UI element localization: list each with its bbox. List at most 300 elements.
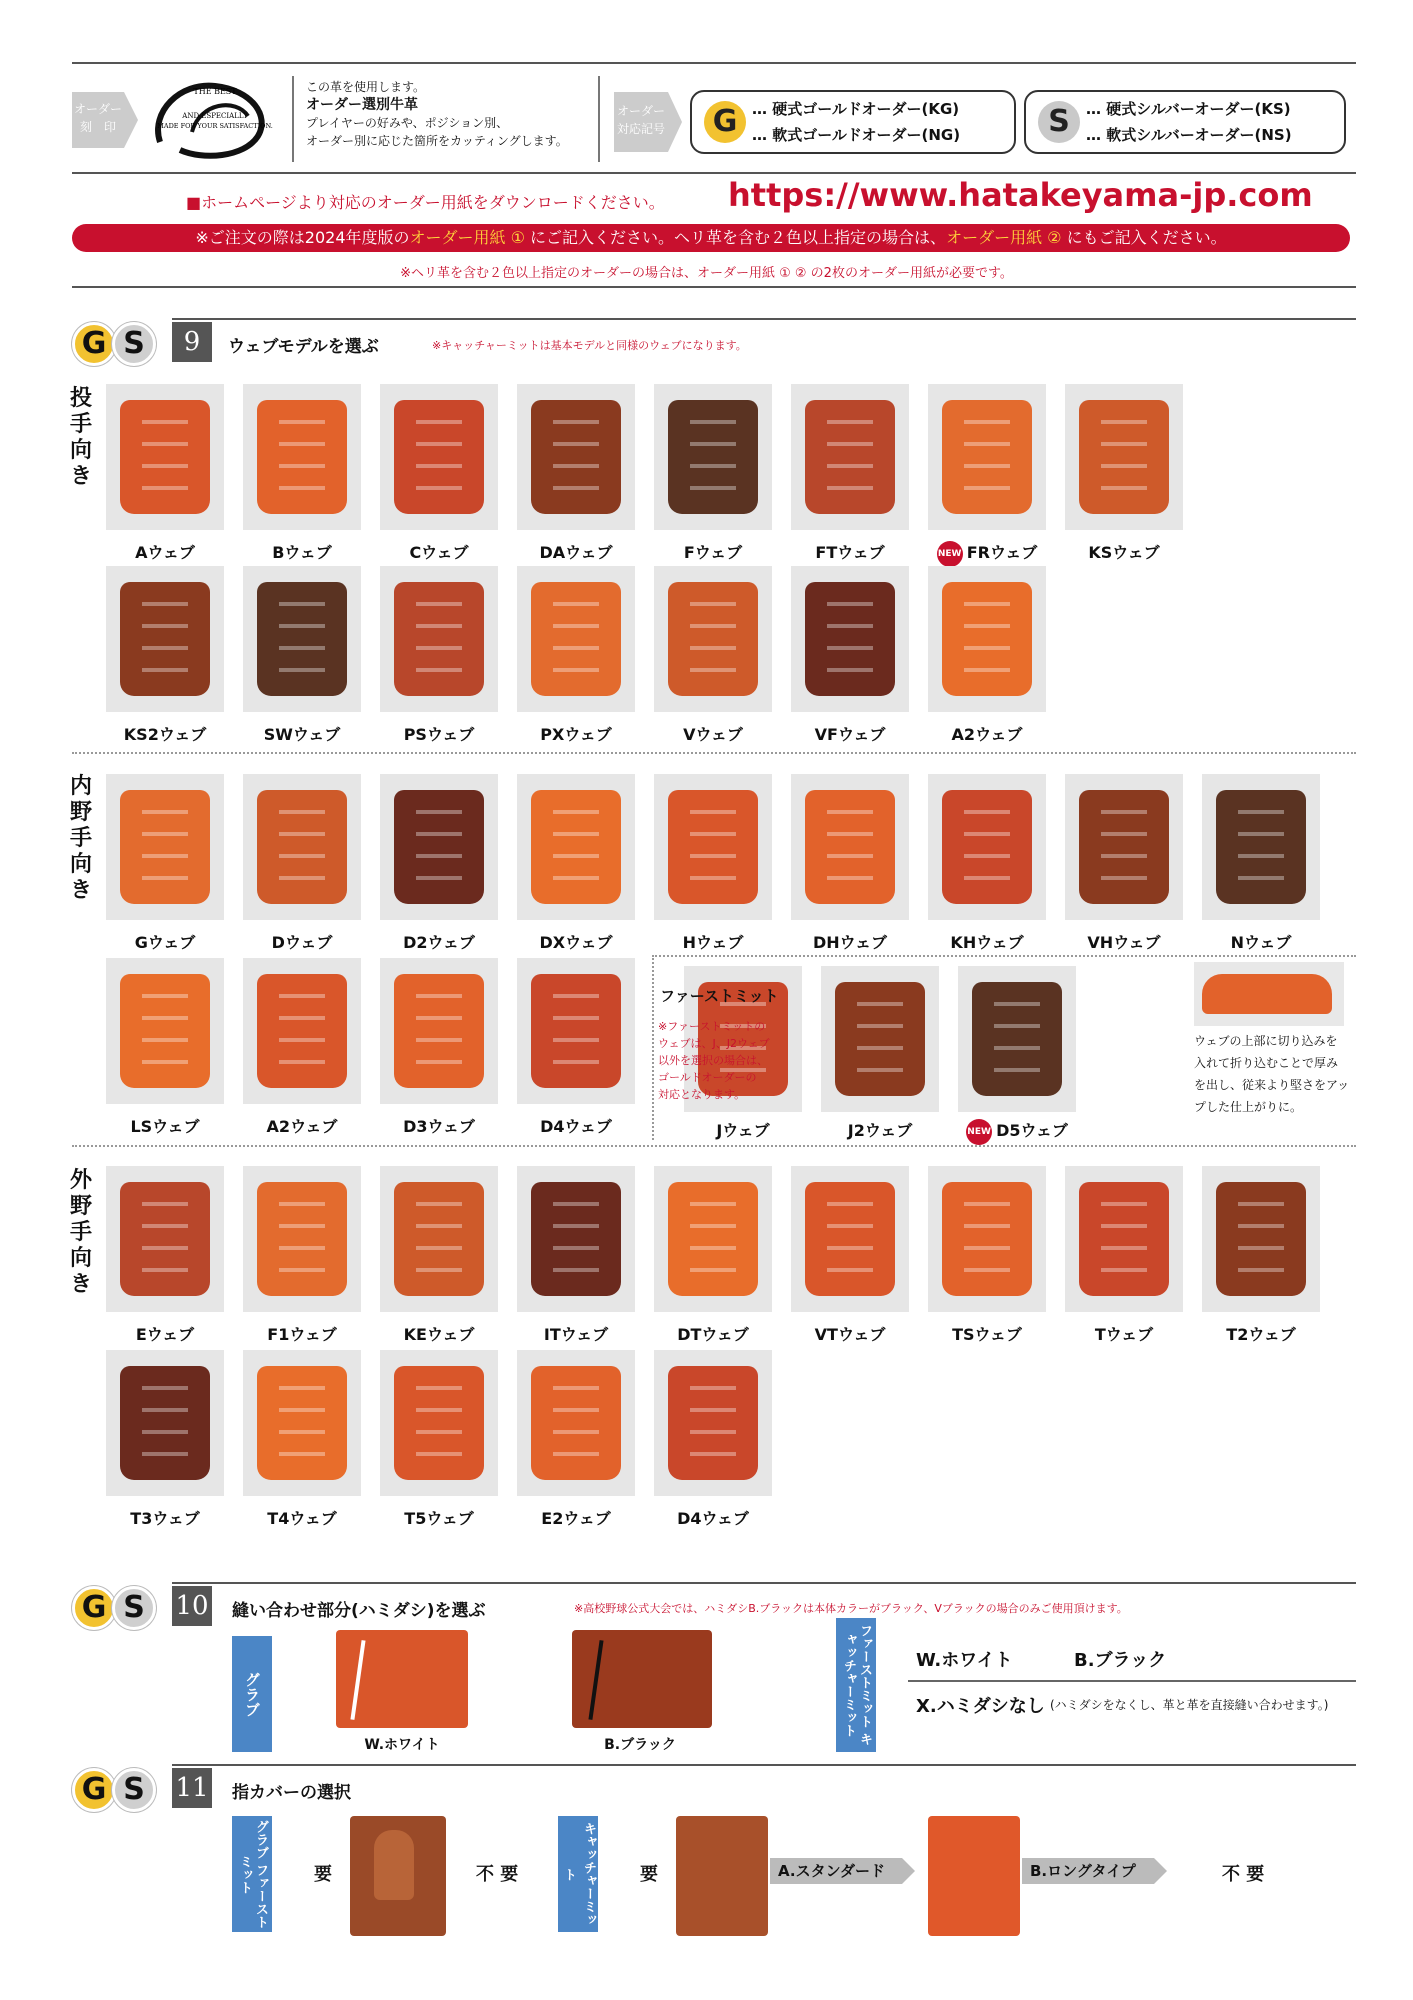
web-lace [142,1224,188,1228]
gold-badge-s9: G [72,322,116,366]
web-caption-text: Jウェブ [716,1121,770,1140]
web-lace [279,486,325,490]
web-caption-text: D3ウェブ [403,1117,475,1136]
web-thumbnail[interactable] [1065,1166,1183,1312]
web-lace [553,668,599,672]
logo-text-3: MADE FOR YOUR SATISFACTION. [157,122,273,130]
web-caption [506,722,646,745]
web-lace [1238,832,1284,836]
web-thumbnail[interactable] [654,384,772,530]
web-lace [964,1202,1010,1206]
glove-tag: グラブ [232,1636,272,1752]
web-lace [1101,486,1147,490]
web-lace [690,442,736,446]
web-lace [553,832,599,836]
web-caption [1191,930,1331,953]
web-caption [95,1506,235,1529]
web-thumbnail[interactable] [106,1166,224,1312]
web-lace [142,854,188,858]
order-code-label [614,92,668,152]
web-lace [994,1068,1040,1072]
web-caption [95,540,235,563]
web-thumbnail[interactable] [654,774,772,920]
web-caption [232,722,372,745]
gold-badge: G [704,101,746,143]
web-thumbnail[interactable] [243,566,361,712]
web-lace [279,1060,325,1064]
web-caption-text: VTウェブ [814,1325,886,1344]
web-lace [1101,442,1147,446]
option-none-note: (ハミダシをなくし、革と革を直接縫い合わせます。) [1050,1698,1329,1712]
web-lace [416,1452,462,1456]
web-lace [964,624,1010,628]
web-thumbnail[interactable] [928,1166,1046,1312]
web-thumbnail[interactable] [380,774,498,920]
stamp-label [72,92,124,148]
notice-part-a: ※ご注文の際は2024年度版の [195,228,410,247]
d5-note-line: 入れて折り込むことで厚み [1194,1056,1339,1070]
web-lace [553,1268,599,1272]
web-leather [972,982,1062,1096]
web-lace [279,442,325,446]
web-leather [531,790,621,904]
web-caption-text: A2ウェブ [266,1117,338,1136]
web-leather [1079,1182,1169,1296]
web-lace [827,442,873,446]
web-caption [369,1322,509,1345]
glove-firstmitt-tag: グラブ ファーストミット [232,1816,272,1932]
web-lace [964,832,1010,836]
web-lace [1101,1246,1147,1250]
web-thumbnail[interactable] [1202,1166,1320,1312]
web-caption [95,722,235,745]
first-mitt-note-line: ゴールドオーダーの [658,1071,757,1084]
web-lace [1238,1268,1284,1272]
web-leather [257,1182,347,1296]
web-thumbnail[interactable] [791,566,909,712]
web-leather [805,790,895,904]
silver-soft: … 軟式シルバーオーダー(NS) [1086,126,1292,144]
web-caption [917,1322,1057,1345]
web-thumbnail[interactable] [106,774,224,920]
logo-text-1: THE BEST [193,87,237,96]
web-lace [827,420,873,424]
web-caption [917,930,1057,953]
web-leather [120,1182,210,1296]
notice-rule [72,286,1356,288]
web-thumbnail[interactable] [243,1350,361,1496]
stamp-label-line1: オーダー [73,102,122,116]
web-lace [416,624,462,628]
header-rule [72,172,1356,174]
web-lace [827,832,873,836]
web-leather [668,1182,758,1296]
web-lace [279,854,325,858]
web-leather [257,400,347,514]
web-caption-text: Nウェブ [1230,933,1292,952]
web-lace [416,854,462,858]
web-caption-text: T4ウェブ [267,1509,337,1528]
web-leather [257,790,347,904]
pitcher-label: 投手向き [69,386,92,489]
option-white[interactable]: W.ホワイト [916,1650,1013,1671]
web-leather [394,582,484,696]
website-link[interactable]: https://www.hatakeyama-jp.com [728,176,1313,214]
web-leather [257,582,347,696]
desc-line2: プレイヤーの好みや、ポジション別、 [306,116,509,130]
web-lace [690,1224,736,1228]
web-caption-text: ITウェブ [543,1325,609,1344]
web-lace [690,1246,736,1250]
web-lace [553,1202,599,1206]
web-lace [553,1016,599,1020]
web-caption-text: KHウェブ [950,933,1024,952]
web-lace [1238,1246,1284,1250]
web-lace [416,1408,462,1412]
web-leather [1216,1182,1306,1296]
web-caption [95,1322,235,1345]
web-leather [394,1366,484,1480]
web-lace [416,1246,462,1250]
web-lace [1101,1224,1147,1228]
web-lace [1101,464,1147,468]
web-lace [827,668,873,672]
web-lace [279,1038,325,1042]
web-thumbnail[interactable] [928,566,1046,712]
web-lace [690,464,736,468]
web-thumbnail[interactable] [380,566,498,712]
web-lace [553,994,599,998]
standard-cover-photo [676,1816,768,1936]
web-thumbnail[interactable] [517,958,635,1104]
web-caption [917,540,1057,567]
first-mitt-divider-v [652,955,654,1140]
web-lace [553,1246,599,1250]
web-leather [1216,790,1306,904]
web-lace [827,810,873,814]
web-caption [643,930,783,953]
web-thumbnail[interactable] [791,774,909,920]
web-caption-text: PSウェブ [403,725,475,744]
web-lace [553,486,599,490]
web-lace [994,1046,1040,1050]
web-lace [553,1060,599,1064]
web-thumbnail[interactable] [791,384,909,530]
web-lace [1101,876,1147,880]
d5-note-line: プした仕上がりに。 [1194,1100,1303,1114]
web-lace [1238,1202,1284,1206]
web-leather [531,974,621,1088]
web-leather [668,582,758,696]
desc-title: オーダー選別牛革 [306,97,418,113]
web-lace [279,1246,325,1250]
web-leather [120,582,210,696]
web-leather [120,400,210,514]
web-caption-text: Tウェブ [1094,1325,1154,1344]
web-thumbnail[interactable] [106,958,224,1104]
web-caption [643,540,783,563]
web-lace [142,1268,188,1272]
web-thumbnail[interactable] [106,1350,224,1496]
web-thumbnail[interactable] [654,1350,772,1496]
web-thumbnail[interactable] [928,384,1046,530]
web-lace [827,1224,873,1228]
web-caption [673,1118,813,1141]
header-divider-2 [598,76,600,162]
web-thumbnail[interactable] [821,966,939,1112]
option-divider [908,1680,1356,1682]
web-lace [964,602,1010,606]
section11-number: 11 [172,1768,212,1808]
web-thumbnail[interactable] [243,384,361,530]
web-lace [827,602,873,606]
web-thumbnail[interactable] [654,566,772,712]
web-lace [994,1024,1040,1028]
web-caption-text: VHウェブ [1087,933,1161,952]
web-caption-text: PXウェブ [540,725,612,744]
web-leather [805,582,895,696]
web-lace [416,876,462,880]
web-lace [279,1430,325,1434]
web-thumbnail[interactable] [1065,774,1183,920]
web-thumbnail[interactable] [517,1350,635,1496]
web-caption-text: DAウェブ [539,543,613,562]
option-none[interactable]: X.ハミダシなし [916,1696,1045,1717]
web-leather [1079,400,1169,514]
web-lace [857,1068,903,1072]
catcher-cover-required[interactable]: 要 [640,1864,658,1885]
web-leather [942,1182,1032,1296]
web-caption [1191,1322,1331,1345]
top-rule [72,62,1356,64]
catcher-cover-not-required[interactable]: 不 要 [1222,1864,1265,1885]
web-lace [279,1386,325,1390]
web-lace [142,1202,188,1206]
web-lace [1238,810,1284,814]
white-hamidashi-photo [336,1630,468,1728]
web-thumbnail[interactable] [1202,774,1320,920]
web-caption-text: DHウェブ [812,933,888,952]
web-caption-text: KSウェブ [1088,543,1160,562]
section9-title: ウェブモデルを選ぶ [228,337,379,357]
web-caption [643,1506,783,1529]
web-caption-text: Hウェブ [682,933,744,952]
web-thumbnail[interactable] [517,566,635,712]
web-lace [553,810,599,814]
web-caption [232,1114,372,1137]
silver-hard: … 硬式シルバーオーダー(KS) [1086,100,1291,118]
web-lace [142,486,188,490]
web-thumbnail[interactable] [243,774,361,920]
web-caption-text: Eウェブ [135,1325,195,1344]
web-lace [1238,854,1284,858]
standard-type-label[interactable]: A.スタンダード [770,1858,902,1884]
web-thumbnail[interactable] [106,384,224,530]
web-caption-text: Aウェブ [135,543,195,562]
web-leather [394,1182,484,1296]
web-caption [232,1322,372,1345]
web-caption [810,1118,950,1141]
web-lace [1101,832,1147,836]
leather-description [306,78,568,150]
web-leather [1079,790,1169,904]
order-form-notice [72,224,1350,252]
web-caption [506,930,646,953]
gold-order-pill [690,90,1016,154]
new-badge: NEW [937,541,963,567]
web-caption [369,1506,509,1529]
web-leather [668,400,758,514]
web-lace [964,646,1010,650]
web-leather [531,1366,621,1480]
web-lace [142,1452,188,1456]
web-caption-text: Cウェブ [409,543,469,562]
notice-part-c: にご記入ください。ヘリ革を含む２色以上指定の場合は、 [524,228,947,247]
web-lace [279,1202,325,1206]
web-caption [506,1114,646,1137]
web-thumbnail[interactable] [106,566,224,712]
web-lace [827,1246,873,1250]
web-lace [553,1452,599,1456]
black-caption: B.ブラック [604,1737,676,1753]
web-lace [553,1224,599,1228]
web-thumbnail[interactable] [791,1166,909,1312]
web-caption [1054,930,1194,953]
infield-outfield-divider [72,1145,1356,1147]
web-lace [279,602,325,606]
web-lace [279,624,325,628]
catcher-tag: キャッチャーミット [558,1816,598,1932]
hatakeyama-logo [140,72,290,164]
web-caption-text: T3ウェブ [130,1509,200,1528]
web-lace [142,1386,188,1390]
desc-line1: この革を使用します。 [306,80,426,94]
web-leather [942,582,1032,696]
web-caption-text: T2ウェブ [1226,1325,1296,1344]
web-thumbnail[interactable] [517,1166,635,1312]
web-lace [553,624,599,628]
web-thumbnail[interactable] [380,958,498,1104]
web-caption-text: J2ウェブ [847,1121,913,1140]
web-thumbnail[interactable] [654,1166,772,1312]
web-lace [690,624,736,628]
web-lace [964,1246,1010,1250]
section9-number: 9 [172,322,212,362]
web-lace [279,1224,325,1228]
silver-badge-s11: S [112,1768,156,1812]
web-lace [690,668,736,672]
web-lace [142,602,188,606]
web-lace [416,1268,462,1272]
web-lace [416,810,462,814]
section9-note: ※キャッチャーミットは基本モデルと同様のウェブになります。 [432,339,747,352]
silver-order-pill [1024,90,1346,154]
web-leather [668,1366,758,1480]
web-lace [964,1224,1010,1228]
web-lace [1238,1224,1284,1228]
web-lace [142,624,188,628]
web-lace [416,1016,462,1020]
option-black[interactable]: B.ブラック [1074,1650,1167,1671]
web-thumbnail[interactable] [958,966,1076,1112]
web-caption-text: D2ウェブ [403,933,475,952]
d5-note-line: ウェブの上部に切り込みを [1194,1034,1338,1048]
web-thumbnail[interactable] [928,774,1046,920]
outfield-label: 外野手向き [69,1168,92,1297]
web-lace [1101,420,1147,424]
web-thumbnail[interactable] [243,1166,361,1312]
web-leather [531,400,621,514]
web-lace [553,646,599,650]
code-label-line2: 対応記号 [616,122,665,136]
web-lace [1101,1202,1147,1206]
web-lace [690,810,736,814]
web-caption [947,1118,1087,1145]
web-leather [394,974,484,1088]
web-caption-text: D4ウェブ [677,1509,749,1528]
web-lace [553,1038,599,1042]
web-leather [257,974,347,1088]
long-type-label[interactable]: B.ロングタイプ [1022,1858,1154,1884]
web-leather [120,1366,210,1480]
web-lace [964,668,1010,672]
web-leather [942,400,1032,514]
web-lace [416,646,462,650]
web-lace [279,668,325,672]
web-caption-text: Dウェブ [271,933,333,952]
web-thumbnail[interactable] [380,1350,498,1496]
web-caption-text: F1ウェブ [267,1325,337,1344]
web-lace [416,1224,462,1228]
web-caption [95,1114,235,1137]
web-leather [120,790,210,904]
web-thumbnail[interactable] [1065,384,1183,530]
web-lace [416,1386,462,1390]
web-caption-text: SWウェブ [263,725,341,744]
glove-cover-not-required[interactable]: 不 要 [476,1864,519,1885]
web-caption [506,1322,646,1345]
gold-soft: … 軟式ゴールドオーダー(NG) [752,126,961,144]
first-mitt-title: ファーストミット [660,987,779,1005]
web-caption [780,540,920,563]
stamp-label-line2: 刻 印 [79,120,116,134]
web-lace [279,464,325,468]
web-lace [142,876,188,880]
web-thumbnail[interactable] [517,774,635,920]
web-lace [690,1408,736,1412]
silver-badge: S [1038,101,1080,143]
first-mitt-note-line: 以外を選択の場合は、 [658,1054,768,1067]
gold-badge-s10: G [72,1586,116,1630]
silver-badge-s10: S [112,1586,156,1630]
web-caption-text: FRウェブ [966,543,1038,562]
web-lace [1101,810,1147,814]
web-thumbnail[interactable] [243,958,361,1104]
web-thumbnail[interactable] [380,1166,498,1312]
web-lace [416,994,462,998]
web-thumbnail[interactable] [380,384,498,530]
web-caption-text: KS2ウェブ [123,725,207,744]
web-lace [827,854,873,858]
web-lace [857,1002,903,1006]
web-leather [805,400,895,514]
web-thumbnail[interactable] [517,384,635,530]
web-lace [553,1386,599,1390]
glove-cover-required[interactable]: 要 [314,1864,332,1885]
header-divider-1 [292,76,294,162]
web-lace [857,1046,903,1050]
first-mitt-divider-h [652,955,1356,957]
